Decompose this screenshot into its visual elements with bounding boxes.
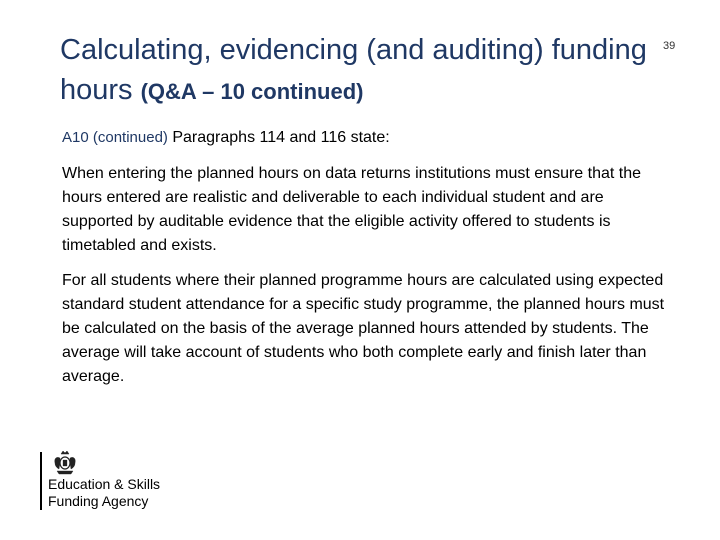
royal-crest-icon xyxy=(50,450,80,476)
esfa-logo xyxy=(40,450,180,512)
paragraph-1: When entering the planned hours on data returns institutions must ensure that the hours entered are realistic and deliverable to each individual student and are supported by auditable evidence that the eligible activity offered to students is timetabled and exists. xyxy=(62,165,642,254)
slide-title-sub: (Q&A – 10 continued) xyxy=(140,79,364,104)
slide-content xyxy=(62,126,672,400)
intro-line xyxy=(62,126,672,150)
intro-prefix: A10 (continued) xyxy=(62,129,168,146)
logo-text xyxy=(48,476,160,510)
logo-line-2: Funding Agency xyxy=(48,493,149,509)
logo-line-1: Education & Skills xyxy=(48,476,161,492)
page-number: 39 xyxy=(663,40,676,52)
slide-title-main: Calculating, evidencing (and auditing) funding hours xyxy=(60,34,647,106)
slide-title xyxy=(60,30,660,112)
logo-divider xyxy=(40,452,42,510)
intro-text: Paragraphs 114 and 116 state: xyxy=(172,129,390,146)
paragraph-2: For all students where their planned programme hours are calculated using expected standard student attendance for a specific study programme, the planned hours must be calculated on the basis of the average planned hours attended by students. The average will take account of students who both complete early and finish later than average. xyxy=(62,272,665,385)
